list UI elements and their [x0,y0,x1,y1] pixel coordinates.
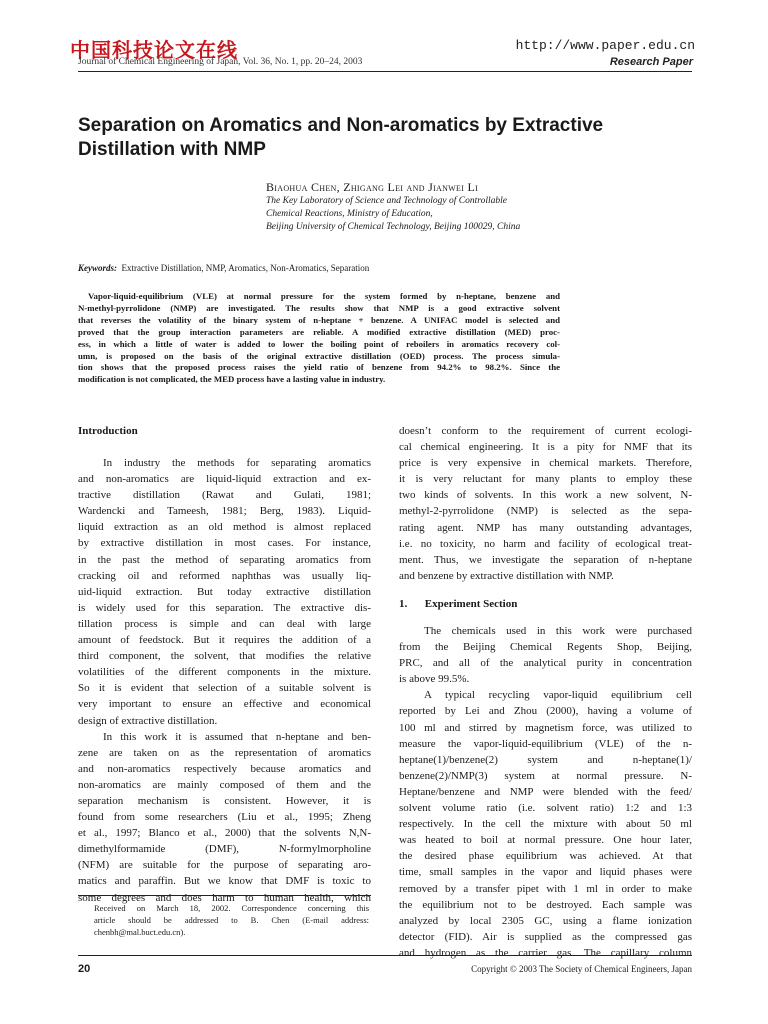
text-line: separation mechanism is consistent. However, it is [78,794,371,807]
section-heading-introduction: Introduction [78,425,138,437]
text-line: cracking oil and reformed naphthas was usually liq- [78,569,371,582]
text-line: detector (FID). Air is supplied as the compressed gas [399,930,692,943]
copyright: Copyright © 2003 The Society of Chemical Engineers, Japan [471,964,692,974]
text-line: design of extractive distillation. [78,714,218,727]
text-line: heptane(1)/benzene(2) system and n-heptane(1)/ [399,753,692,766]
page-number: 20 [78,963,91,975]
text-line: (NFM) are suitable for the purpose of separating aro- [78,859,371,872]
journal-citation: Journal of Chemical Engineering of Japan, Vol. 36, No. 1, pp. 20–24, 2003 [78,57,363,67]
text-line: two kinds of solvents. In this work a new solvent, N- [399,489,692,502]
site-logo: 中国科技论文在线 [70,38,238,62]
text-line: the equilibrium not to be destroyed. Each sample was [399,898,692,911]
footer-rule [78,955,692,956]
section-number: 1. [399,598,408,610]
text-line: the desired phase equilibrium was achieved. At that [399,850,692,863]
text-line: and non-aromatics are liquid-liquid extraction and ex- [78,473,371,486]
text-line: third component, the solvent, that modifies the relative [78,650,371,663]
title-line: Distillation with NMP [78,139,266,160]
affiliation-line: Beijing University of Chemical Technology, Beijing 100029, China [266,222,521,232]
paper-type: Research Paper [609,56,693,68]
text-line: non-aromatics are mainly composed of them and the [78,778,371,791]
text-line: uid-liquid extraction. But today extractive distillation [78,585,371,598]
keywords-label: Keywords [78,263,114,273]
text-line: removed by a transfer pipet with 1 ml in order to make [399,882,692,895]
title-line: Separation on Aromatics and Non-aromatics by Extractive [78,115,604,136]
text-line: The chemicals used in this work were purchased [424,625,692,637]
abstract-line: that reverses the volatility of the binary system of n-heptane + benzene. A UNIFAC model is selected and [78,314,560,325]
right-column-text-top [399,423,692,584]
affiliation-line: The Key Laboratory of Science and Technology of Controllable [266,196,507,206]
text-line: is above 99.5%. [399,673,470,686]
abstract [78,291,560,386]
text-line: was heated to boil at normal pressure. One hour later, [399,834,692,847]
text-line: time, small samples in the vapor and liquid phases were [399,866,692,879]
authors: Biaohua Chen, Zhigang Lei and Jianwei Li [266,180,479,194]
abstract-line: Vapor-liquid-equilibrium (VLE) at normal pressure for the system formed by n-heptane, benzene and [88,291,560,301]
text-line: benzene(2)/NMP(3) system at normal pressure. N- [399,769,692,782]
footnote-rule [78,895,371,896]
text-line: dimethylformamide (DMF), N-formylmorpholine [78,843,371,856]
abstract-line: tion shows that the proposed process raises the yield ratio of benzene from 94.2% to 98.2%. Since the [78,362,560,373]
text-line: et al., 1997; Blanco et al., 2000) that the solvents N,N- [78,827,371,840]
site-url[interactable]: http://www.paper.edu.cn [515,38,695,53]
text-line: zene are taken on as the representation of aromatics [78,746,371,759]
text-line: Heptane/benzene and NMP were blended with the feed/ [399,785,692,798]
abstract-line: modification is not complicated, the MED process have a lasting value in industry. [78,374,386,385]
text-line: 100 ml and stirred by magnetism force, was utilized to [399,721,692,734]
keywords: Keywords: Extractive Distillation, NMP, Aromatics, Non-Aromatics, Separation [78,263,370,273]
abstract-line: ess, in which a little of water is added to lower the boiling point of reboilers in aromatics recovery col- [78,338,560,349]
text-line: matics and paraffin. But we know that DMF is toxic to [78,875,371,888]
text-line: methyl-2-pyrrolidone (NMP) is selected as the sepa- [399,505,692,518]
text-line: it is very reluctant for many plants to employ these [399,473,692,486]
text-line: some degrees and does harm to human health, which [78,891,371,904]
text-line: reported by Lei and Zhou (2000), having a volume of [399,705,692,718]
text-line: in the past the method of separating aromatics from [78,553,371,566]
abstract-line: umn, is proposed on the basis of the original extractive distillation (OED) process. The process simula- [78,350,560,361]
text-line: PRC, and all of the analytical purity in concentration [399,657,692,670]
text-line: liquid extraction as an old method is almost replaced [78,521,371,534]
text-line: amount of feedstock. But it requires the addition of a [78,634,371,647]
text-line: tillation process is simple and can deal with large [78,617,371,630]
text-line: and benzene by extractive distillation with NMP. [399,569,614,582]
text-line: measure the vapor-liquid-equilibrium (VLE) of the n- [399,737,692,750]
text-line: is widely used for this separation. The extractive dis- [78,601,371,614]
text-line: solvent volume ratio (i.e. solvent ratio) 1:2 and 1:3 [399,802,692,815]
text-line: A typical recycling vapor-liquid equilibrium cell [424,689,692,702]
text-line: and non-aromatics respectively because aromatics and [78,762,371,775]
section-heading-experiment [399,598,517,610]
text-line: ment. Thus, we investigate the separation of n-heptane [399,553,692,566]
text-line: analyzed by local 2305 GC, using a flame ionization [399,914,692,927]
footnote-line: chenbh@mal.buct.edu.cn). [94,926,186,937]
text-line: and hydrogen as the carrier gas. The capillary column [399,946,692,959]
left-column-text [78,455,371,906]
text-line: So it is evident that selection of a suitable solvent is [78,682,371,695]
header-rule [78,71,692,72]
text-line: In industry the methods for separating aromatics [103,457,371,469]
text-line: volatilities of the different components in the mixture. [78,666,371,679]
right-column-text-bottom [399,623,692,961]
text-line: rating agent. NMP has many outstanding advantages, [399,521,692,534]
affiliation [266,195,520,234]
text-line: found from some researchers (Liu et al., 1995; Zheng [78,811,371,824]
text-line: by extractive distillation in most cases. For instance, [78,537,371,550]
text-line: price is very expensive in chemical markets. Therefore, [399,457,692,470]
text-line: Wardencki and Tameesh, 1981; Berg, 1983). Liquid- [78,505,371,518]
paper-title [78,114,678,162]
footnote-line: article should be addressed to B. Chen (E-mail address: [94,914,369,925]
text-line: respectively. In the cell the mixture with about 50 ml [399,818,692,831]
text-line: i.e. no toxicity, no harm and facility of ecological treat- [399,537,692,550]
text-line: doesn’t conform to the requirement of current ecologi- [399,425,692,437]
text-line: from the Beijing Chemical Regents Shop, Beijing, [399,641,692,654]
section-title: Experiment Section [424,598,518,610]
text-line: cal chemical engineering. It is a pity for NMF that its [399,441,692,454]
footnote-line: Received on March 18, 2002. Correspondence concerning this [94,903,369,913]
text-line: tractive distillation (Rawat and Gulati, 1981; [78,489,371,502]
keywords-text: Extractive Distillation, NMP, Aromatics, Non-Aromatics, Separation [121,263,370,273]
abstract-line: proved that the group interaction parameters are reliable. A modified extractive distillation (MED) proc- [78,326,560,337]
text-line: In this work it is assumed that n-heptane and ben- [103,730,371,743]
text-line: very important to ensure an effective and economical [78,698,371,711]
affiliation-line: Chemical Reactions, Ministry of Education, [266,209,433,219]
footnote [94,903,369,938]
abstract-line: N-methyl-pyrrolidone (NMP) are investigated. The results show that NMP is a good extractive solvent [78,302,560,313]
